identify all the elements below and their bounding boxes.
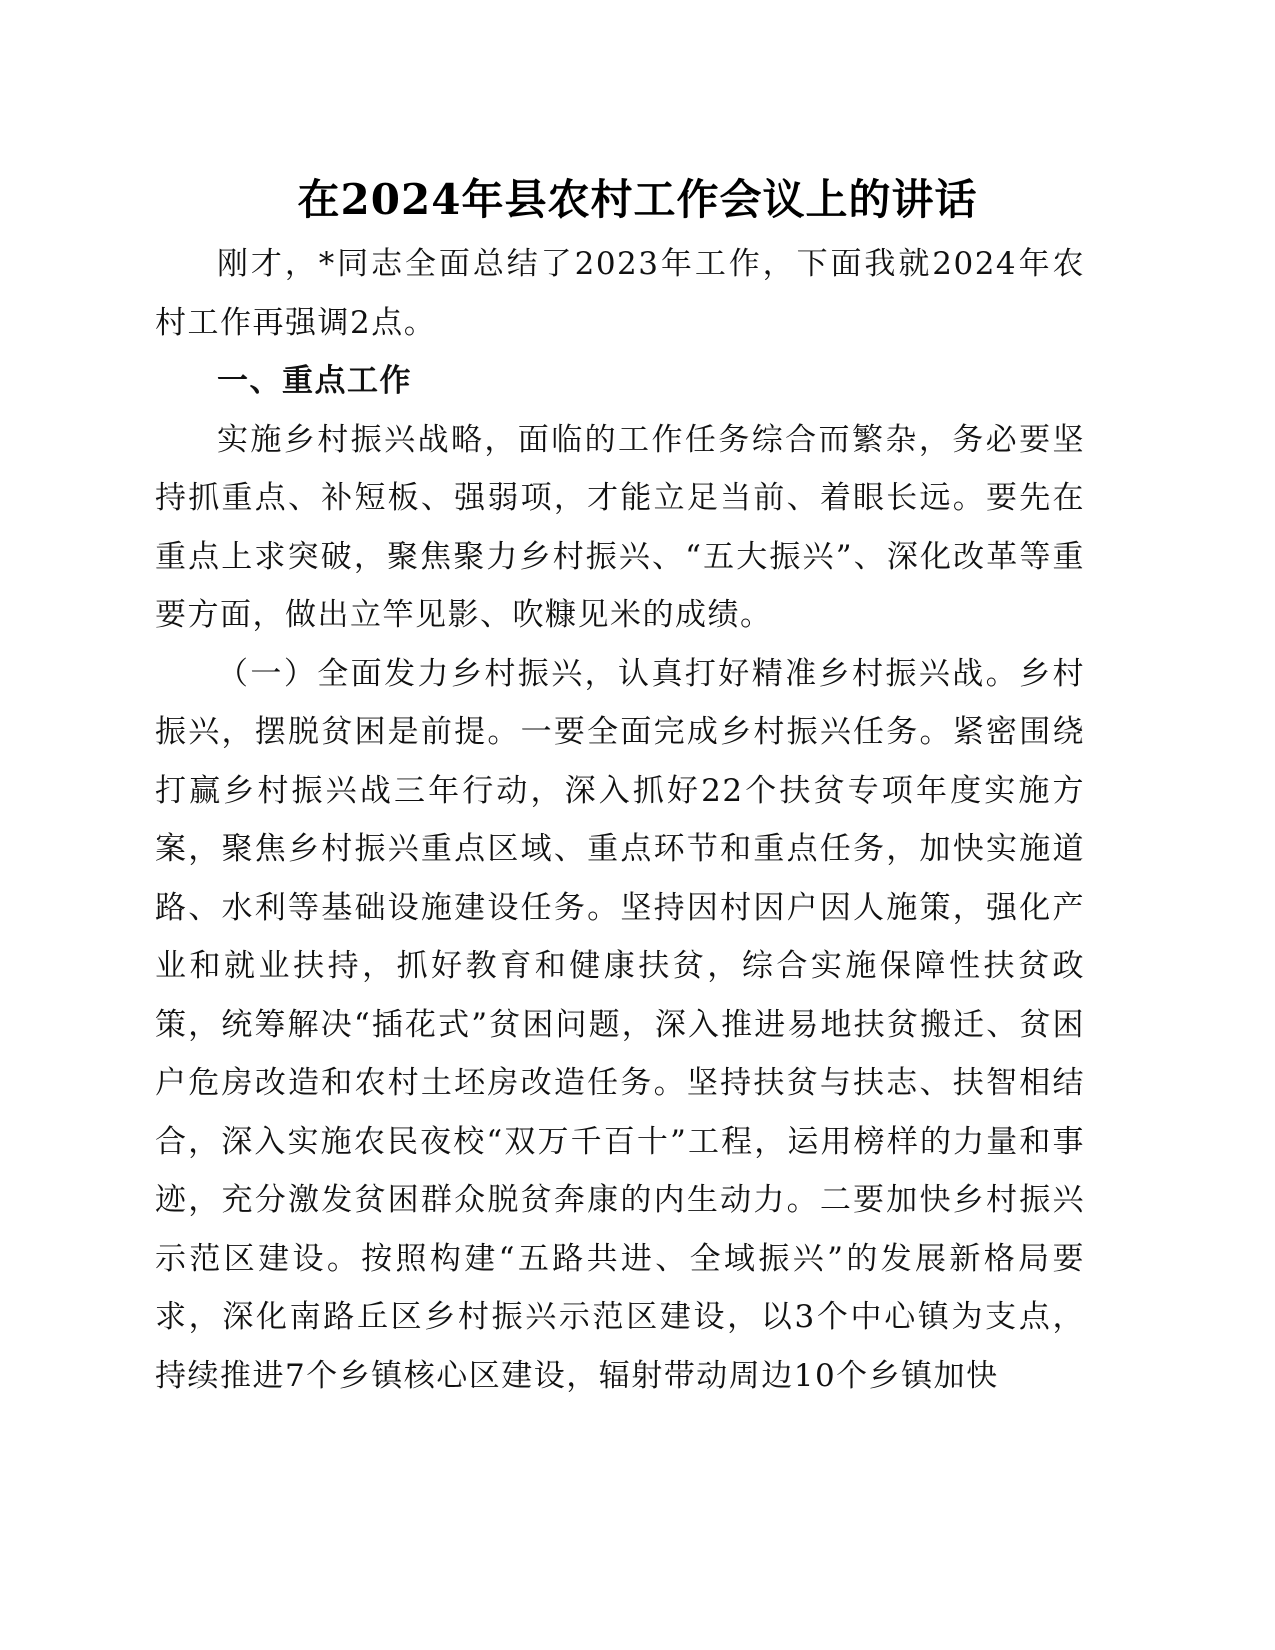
subsection-text: 乡村振兴，摆脱贫困是前提。一要全面完成乡村振兴任务。紧密围绕打赢乡村振兴战三年行动，深入抓好22个扶贫专项年度实施方案，聚焦乡村振兴重点区域、重点环节和重点任务，加快实施道路、水利等基础设施建设任务。坚持因村因户因人施策，强化产业和就业扶持，抓好教育和健康扶贫，综合实施保障性扶贫政策，统筹解决“插花式”贫困问题，深入推进易地扶贫搬迁、贫困户危房改造和农村土坯房改造任务。坚持扶贫与扶志、扶智相结合，深入实施农民夜校“双万千百十”工程，运用榜样的力量和事迹，充分激发贫困群众脱贫奔康的内生动力。二要加快乡村振兴示范区建设。按照构建“五路共进、全域振兴”的发展新格局要求，深化南路丘区乡村振兴示范区建设，以3个中心镇为支点，持续推进7个乡镇核心区建设，辐射带动周边10个乡镇加快	[155, 655, 1085, 1394]
section-paragraph: 实施乡村振兴战略，面临的工作任务综合而繁杂，务必要坚持抓重点、补短板、强弱项，才能立足当前、着眼长远。要先在重点上求突破，聚焦聚力乡村振兴、“五大振兴”、深化改革等重要方面，做出立竿见影、吹糠见米的成绩。	[155, 421, 1085, 633]
document-body	[155, 235, 1085, 1405]
section-heading: 一、重点工作	[217, 363, 412, 399]
subsection-heading: （一）全面发力乡村振兴，认真打好精准乡村振兴战。	[217, 655, 1020, 692]
subsection-paragraph	[155, 645, 1085, 1406]
intro-paragraph: 刚才，*同志全面总结了2023年工作，下面我就2024年农村工作再强调2点。	[155, 246, 1085, 341]
document-title: 在2024年县农村工作会议上的讲话	[297, 175, 978, 224]
